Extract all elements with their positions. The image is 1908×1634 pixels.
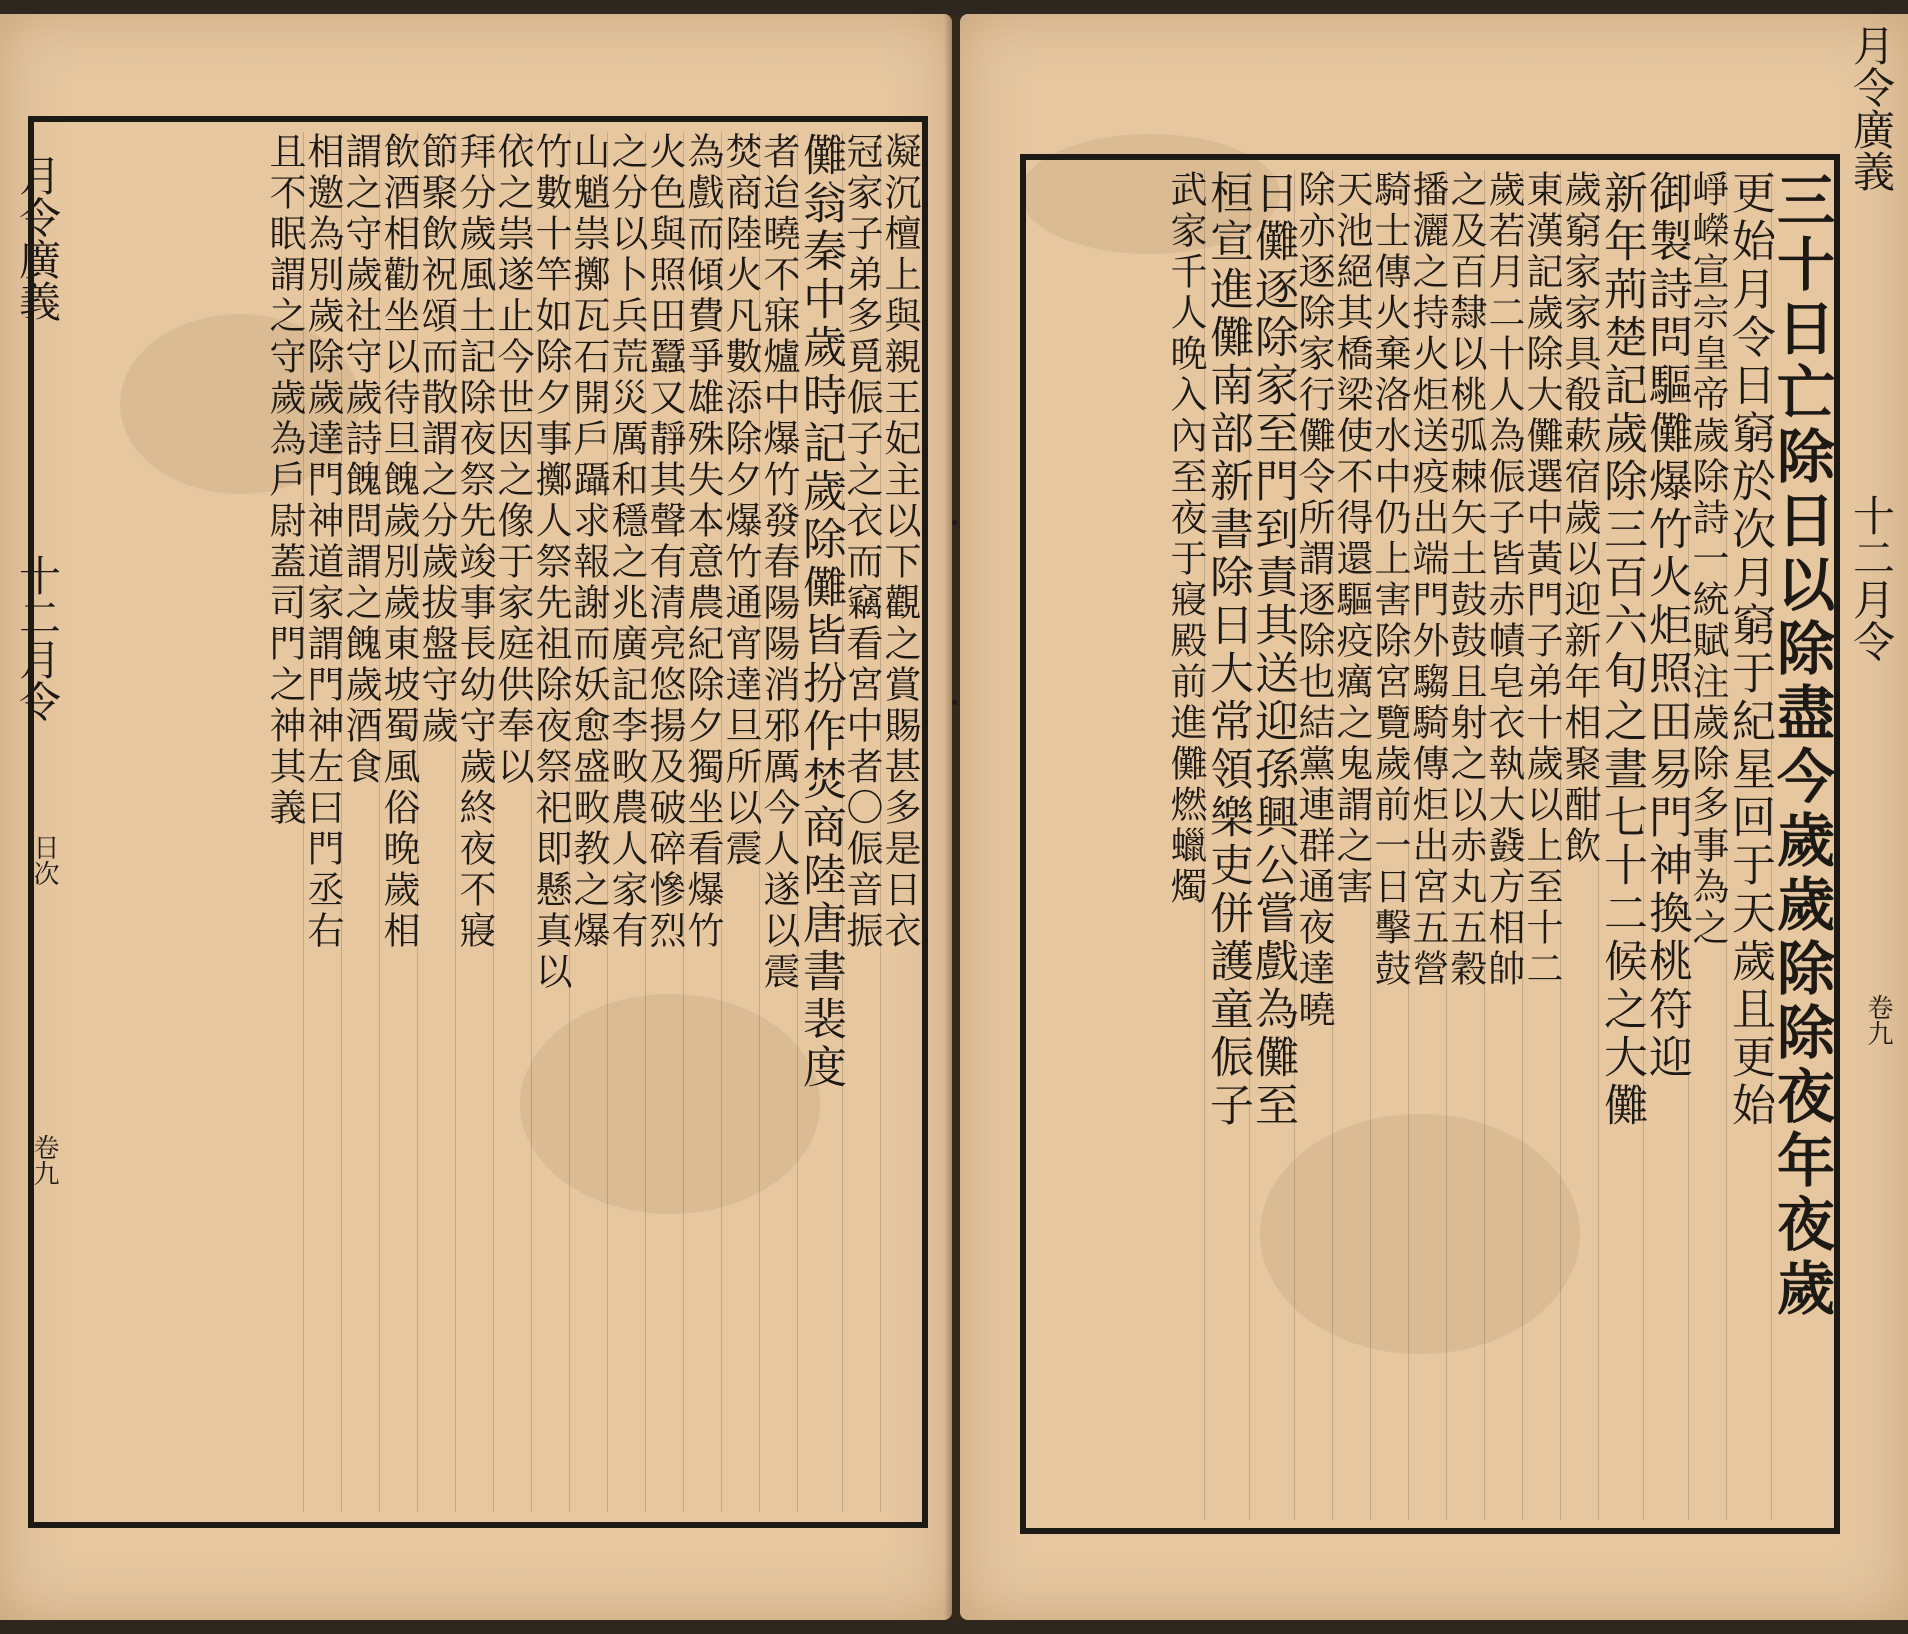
right-column-14: 日儺逐除家至門到責其送迎孫興公嘗戲為儺至 xyxy=(1250,170,1295,1520)
left-column-16: 相邀為別歲除歲達門神道家謂門神左曰門丞右 xyxy=(304,132,342,1512)
left-edge-note-1: 日次 xyxy=(29,834,59,886)
left-column-12: 拜分歲風土記除夜祭先竣事長幼守歲終夜不寢 xyxy=(456,132,494,1512)
left-column-11: 依之祟遂止今世因之像于家庭供奉以 xyxy=(494,132,532,1512)
right-column-8: 歲若月二十人為侲子皆赤幘皂衣執大鼗方相帥 xyxy=(1485,170,1523,1520)
left-column-10: 竹數十竿如除夕事擲人祭先祖除夜祭祀即懸真以 xyxy=(532,132,570,1512)
left-column-17: 且不眠謂之守歲為戶尉蓋司門之神其義 xyxy=(266,132,304,1512)
left-edge-label: 月令廣義 xyxy=(13,154,62,322)
left-column-7: 火色與照田蠶又靜其聲有清亮悠揚及破碎慘烈 xyxy=(646,132,684,1512)
right-column-12: 天池絕其橋梁使不得還驅疫癘之鬼謂之害 xyxy=(1333,170,1371,1520)
right-page xyxy=(960,14,1908,1620)
right-column-6: 歲窮家家具殽蔌宿歲以迎新年相聚酣飲 xyxy=(1561,170,1599,1520)
left-text-block xyxy=(80,132,921,1512)
left-column-13: 節聚飲祝頌而散謂之分歲拔盤守歲 xyxy=(418,132,456,1512)
right-column-11: 騎士傳火棄洛水中仍上害除宮覽歲前一日擊鼓 xyxy=(1371,170,1409,1520)
right-column-9: 之及百隸以桃弧棘矢土鼓鼓且射之以赤丸五穀 xyxy=(1447,170,1485,1520)
right-edge-label: 月令廣義 xyxy=(1847,24,1896,192)
right-column-10: 播灑之持火炬送疫出端門外騶騎傳炬出宮五營 xyxy=(1409,170,1447,1520)
left-column-1: 凝沉檀上與親王妃主以下觀之賞賜甚多是日衣 xyxy=(878,132,921,952)
binding-mark xyxy=(952,700,957,705)
right-column-4: 御製詩問驅儺爆竹火炬照田易門神換桃符迎 xyxy=(1644,170,1689,1520)
right-column-1: 三十日亡除日以除盡今歲歲除除夜年夜歲 xyxy=(1767,170,1835,1322)
right-column-5: 新年荊楚記歲除三百六旬之晝七十二候之大儺 xyxy=(1599,170,1644,1520)
right-column-3: 崢嶸宣宗皇帝歲除詩一統賦注歲除多事為之 xyxy=(1689,170,1727,1520)
right-edge-strip xyxy=(1846,14,1904,1414)
left-column-14: 飲酒相勸坐以待旦餽歲別歲東坡蜀風俗晚歲相 xyxy=(380,132,418,1512)
left-column-8: 之分以卜兵荒災厲和穩之兆廣記李畋農人家有 xyxy=(608,132,646,1512)
right-column-7: 東漢記歲除大儺選中黃門子弟十歲以上至十二 xyxy=(1523,170,1561,1520)
right-column-15: 桓宣進儺南部新書除日大常領樂吏併護童侲子 xyxy=(1205,170,1250,1520)
left-column-6: 為戲而傾費爭雄殊失本意農紀除夕獨坐看爆竹 xyxy=(684,132,722,1512)
right-edge-note: 卷九 xyxy=(1863,994,1893,1046)
left-page xyxy=(0,14,952,1620)
left-column-3: 儺翁秦中歲時記歲除儺皆扮作焚商陸唐書裴度 xyxy=(798,132,843,1512)
right-text-block xyxy=(1030,170,1835,1520)
left-column-15: 謂之守歲社守歲詩餽問謂之餽歲酒食 xyxy=(342,132,380,1512)
right-column-16: 武家千人晚入內至夜于寢殿前進儺燃蠟燭 xyxy=(1167,170,1205,1520)
right-edge-section: 十二月令 xyxy=(1847,494,1896,662)
right-column-2: 更始月令日窮於次月窮于紀星回于天歲且更始 xyxy=(1727,170,1772,1520)
left-column-4: 者迨曉不寐爐中爆竹發春陽陽消邪厲今人遂以震 xyxy=(760,132,798,1512)
left-edge-note-2: 卷九 xyxy=(29,1134,59,1186)
binding-mark xyxy=(952,520,957,525)
left-column-2: 冠家子弟多覓侲子之衣而竊看宮中者〇侲音振 xyxy=(843,132,881,1512)
right-column-13: 除亦逐除家行儺令所謂逐除也結黨連群通夜達曉 xyxy=(1295,170,1333,1520)
left-edge-section: 十二月令 xyxy=(13,554,62,722)
left-column-9: 山魈祟擲瓦石開戶躡求報謝而妖愈盛畋教之爆 xyxy=(570,132,608,1512)
left-column-5: 焚商陸火凡數添除夕爆竹通宵達旦所以震 xyxy=(722,132,760,1512)
